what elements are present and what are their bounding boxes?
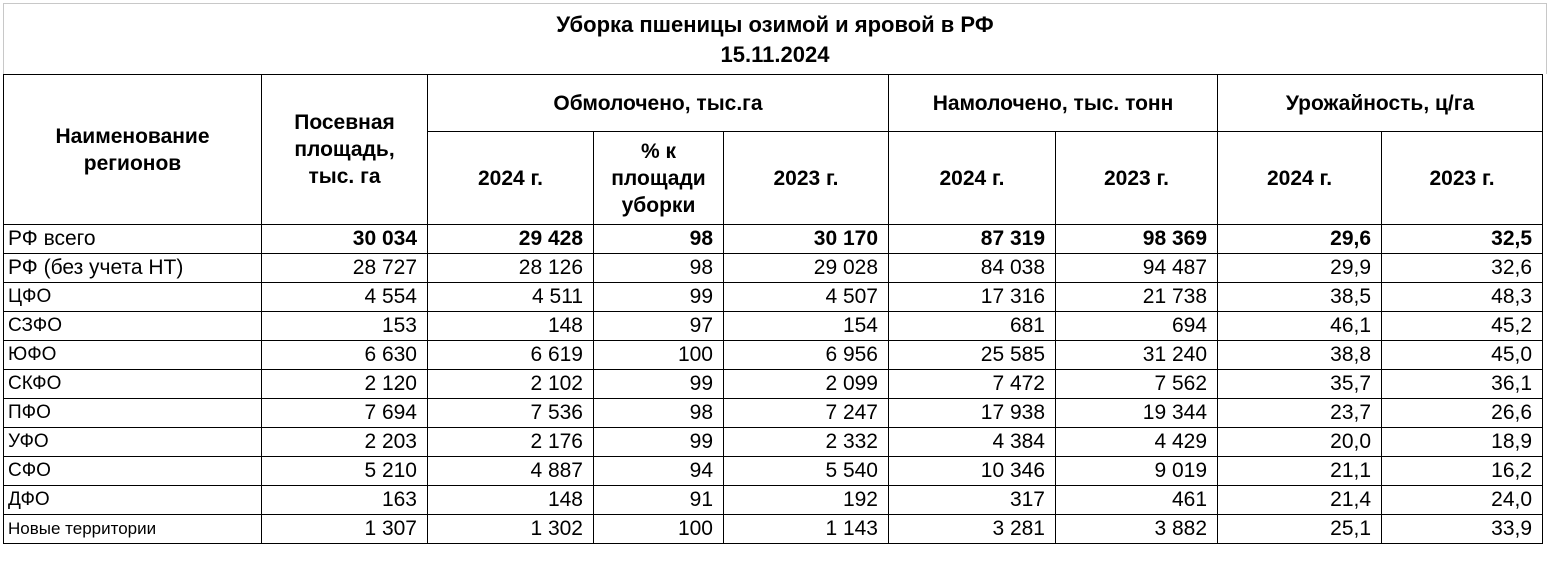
region-name: ПФО <box>4 399 262 428</box>
productivity-2024-cell: 20,0 <box>1218 428 1382 457</box>
threshed-2024-cell: 2 176 <box>428 428 594 457</box>
threshed-2023-cell: 6 956 <box>724 341 889 370</box>
productivity-2023-cell: 16,2 <box>1382 457 1543 486</box>
header-threshed-2023: 2023 г. <box>724 132 889 225</box>
pct-cell: 97 <box>594 312 724 341</box>
yield-2023-cell: 21 738 <box>1056 283 1218 312</box>
region-name: ЦФО <box>4 283 262 312</box>
region-name: УФО <box>4 428 262 457</box>
table-row <box>4 399 1543 428</box>
region-name: ЮФО <box>4 341 262 370</box>
productivity-2024-cell: 38,8 <box>1218 341 1382 370</box>
header-productivity-2023: 2023 г. <box>1382 132 1543 225</box>
yield-2024-cell: 84 038 <box>889 254 1056 283</box>
productivity-2024-cell: 21,1 <box>1218 457 1382 486</box>
yield-2023-cell: 3 882 <box>1056 515 1218 544</box>
region-name: Новые территории <box>4 515 262 544</box>
sown-area-cell: 2 120 <box>262 370 428 399</box>
yield-2023-cell: 19 344 <box>1056 399 1218 428</box>
yield-2024-cell: 25 585 <box>889 341 1056 370</box>
yield-2023-cell: 7 562 <box>1056 370 1218 399</box>
table-row <box>4 515 1543 544</box>
yield-2024-cell: 7 472 <box>889 370 1056 399</box>
productivity-2023-cell: 48,3 <box>1382 283 1543 312</box>
yield-2023-cell: 98 369 <box>1056 225 1218 254</box>
wheat-harvest-table <box>3 74 1543 544</box>
threshed-2024-cell: 28 126 <box>428 254 594 283</box>
threshed-2024-cell: 1 302 <box>428 515 594 544</box>
productivity-2024-cell: 25,1 <box>1218 515 1382 544</box>
sown-area-cell: 28 727 <box>262 254 428 283</box>
region-name: СФО <box>4 457 262 486</box>
region-name: РФ всего <box>4 225 262 254</box>
productivity-2023-cell: 45,0 <box>1382 341 1543 370</box>
threshed-2024-cell: 7 536 <box>428 399 594 428</box>
table-row <box>4 457 1543 486</box>
header-sown-area: Посевная площадь, тыс. га <box>262 75 428 225</box>
header-pct-of-area: % к площади уборки <box>594 132 724 225</box>
sown-area-cell: 163 <box>262 486 428 515</box>
productivity-2024-cell: 38,5 <box>1218 283 1382 312</box>
sown-area-cell: 1 307 <box>262 515 428 544</box>
yield-2023-cell: 461 <box>1056 486 1218 515</box>
region-name: СКФО <box>4 370 262 399</box>
threshed-2024-cell: 2 102 <box>428 370 594 399</box>
header-productivity-2024: 2024 г. <box>1218 132 1382 225</box>
yield-2024-cell: 87 319 <box>889 225 1056 254</box>
productivity-2023-cell: 45,2 <box>1382 312 1543 341</box>
threshed-2024-cell: 148 <box>428 486 594 515</box>
table-row <box>4 225 1543 254</box>
threshed-2024-cell: 4 511 <box>428 283 594 312</box>
pct-cell: 99 <box>594 370 724 399</box>
header-row-1 <box>4 75 1543 132</box>
table-row <box>4 254 1543 283</box>
region-name: ДФО <box>4 486 262 515</box>
pct-cell: 91 <box>594 486 724 515</box>
table-row <box>4 341 1543 370</box>
table-row <box>4 486 1543 515</box>
header-yield-group: Намолочено, тыс. тонн <box>889 75 1218 132</box>
yield-2023-cell: 94 487 <box>1056 254 1218 283</box>
yield-2023-cell: 9 019 <box>1056 457 1218 486</box>
table-row <box>4 283 1543 312</box>
yield-2023-cell: 694 <box>1056 312 1218 341</box>
threshed-2023-cell: 2 099 <box>724 370 889 399</box>
productivity-2023-cell: 32,6 <box>1382 254 1543 283</box>
yield-2024-cell: 10 346 <box>889 457 1056 486</box>
sown-area-cell: 2 203 <box>262 428 428 457</box>
pct-cell: 98 <box>594 225 724 254</box>
yield-2024-cell: 17 938 <box>889 399 1056 428</box>
threshed-2023-cell: 4 507 <box>724 283 889 312</box>
threshed-2023-cell: 192 <box>724 486 889 515</box>
sown-area-cell: 6 630 <box>262 341 428 370</box>
pct-cell: 98 <box>594 399 724 428</box>
threshed-2023-cell: 7 247 <box>724 399 889 428</box>
pct-cell: 99 <box>594 428 724 457</box>
productivity-2024-cell: 29,9 <box>1218 254 1382 283</box>
threshed-2024-cell: 4 887 <box>428 457 594 486</box>
productivity-2024-cell: 21,4 <box>1218 486 1382 515</box>
sown-area-cell: 30 034 <box>262 225 428 254</box>
region-name: РФ (без учета НТ) <box>4 254 262 283</box>
header-region: Наименование регионов <box>4 75 262 225</box>
sown-area-cell: 5 210 <box>262 457 428 486</box>
threshed-2024-cell: 6 619 <box>428 341 594 370</box>
yield-2024-cell: 17 316 <box>889 283 1056 312</box>
productivity-2024-cell: 29,6 <box>1218 225 1382 254</box>
yield-2023-cell: 31 240 <box>1056 341 1218 370</box>
header-yield-2024: 2024 г. <box>889 132 1056 225</box>
header-threshed-group: Обмолочено, тыс.га <box>428 75 889 132</box>
pct-cell: 94 <box>594 457 724 486</box>
table-row <box>4 312 1543 341</box>
productivity-2023-cell: 24,0 <box>1382 486 1543 515</box>
productivity-2024-cell: 23,7 <box>1218 399 1382 428</box>
threshed-2023-cell: 1 143 <box>724 515 889 544</box>
yield-2024-cell: 4 384 <box>889 428 1056 457</box>
yield-2024-cell: 3 281 <box>889 515 1056 544</box>
productivity-2023-cell: 26,6 <box>1382 399 1543 428</box>
header-threshed-2024: 2024 г. <box>428 132 594 225</box>
threshed-2024-cell: 148 <box>428 312 594 341</box>
threshed-2023-cell: 30 170 <box>724 225 889 254</box>
pct-cell: 99 <box>594 283 724 312</box>
table-title: Уборка пшеницы озимой и яровой в РФ <box>556 12 994 37</box>
sown-area-cell: 153 <box>262 312 428 341</box>
pct-cell: 100 <box>594 515 724 544</box>
table-row <box>4 370 1543 399</box>
yield-2023-cell: 4 429 <box>1056 428 1218 457</box>
sown-area-cell: 4 554 <box>262 283 428 312</box>
header-yield-2023: 2023 г. <box>1056 132 1218 225</box>
pct-cell: 100 <box>594 341 724 370</box>
productivity-2023-cell: 18,9 <box>1382 428 1543 457</box>
productivity-2023-cell: 36,1 <box>1382 370 1543 399</box>
productivity-2023-cell: 32,5 <box>1382 225 1543 254</box>
threshed-2023-cell: 2 332 <box>724 428 889 457</box>
spreadsheet-sheet <box>3 3 1547 544</box>
threshed-2023-cell: 29 028 <box>724 254 889 283</box>
title-block <box>3 3 1547 74</box>
table-row <box>4 428 1543 457</box>
threshed-2024-cell: 29 428 <box>428 225 594 254</box>
sown-area-cell: 7 694 <box>262 399 428 428</box>
productivity-2023-cell: 33,9 <box>1382 515 1543 544</box>
header-productivity-group: Урожайность, ц/га <box>1218 75 1543 132</box>
productivity-2024-cell: 35,7 <box>1218 370 1382 399</box>
pct-cell: 98 <box>594 254 724 283</box>
region-name: СЗФО <box>4 312 262 341</box>
productivity-2024-cell: 46,1 <box>1218 312 1382 341</box>
report-date: 15.11.2024 <box>720 42 830 67</box>
yield-2024-cell: 317 <box>889 486 1056 515</box>
threshed-2023-cell: 154 <box>724 312 889 341</box>
yield-2024-cell: 681 <box>889 312 1056 341</box>
threshed-2023-cell: 5 540 <box>724 457 889 486</box>
